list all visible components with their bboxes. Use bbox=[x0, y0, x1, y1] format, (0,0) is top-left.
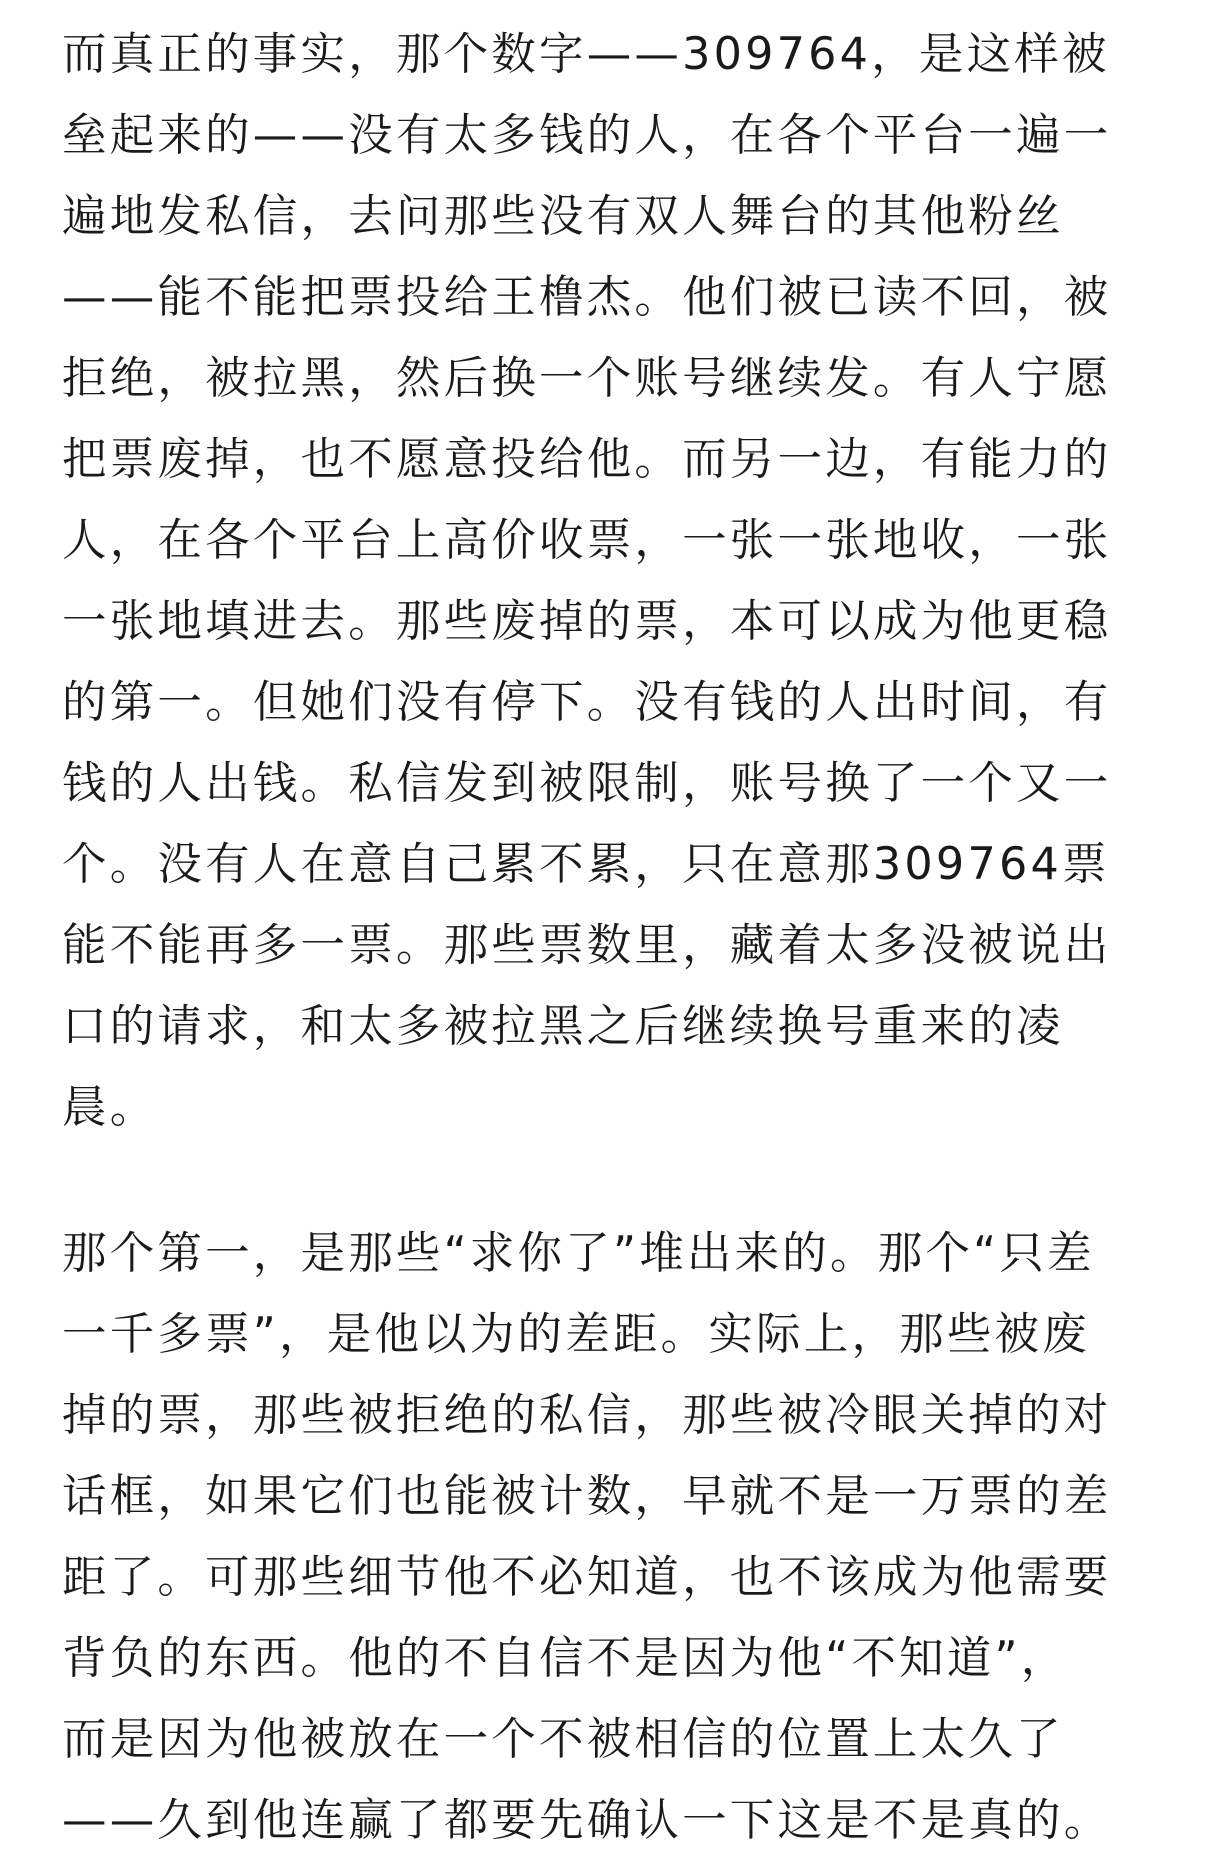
text-line: 垒起来的——没有太多钱的人，在各个平台一遍一 bbox=[62, 110, 1112, 161]
text-line: 一千多票”，是他以为的差距。实际上，那些被废 bbox=[62, 1309, 1090, 1360]
paragraph-1 bbox=[62, 14, 1142, 1148]
text-line: 的第一。但她们没有停下。没有钱的人出时间，有 bbox=[62, 677, 1112, 728]
text-line: 口的请求，和太多被拉黑之后继续换号重来的凌 bbox=[62, 1001, 1064, 1052]
text-line: 钱的人出钱。私信发到被限制，账号换了一个又一 bbox=[62, 758, 1112, 809]
text-line: 拒绝，被拉黑，然后换一个账号继续发。有人宁愿 bbox=[62, 353, 1112, 404]
text-line: 话框，如果它们也能被计数，早就不是一万票的差 bbox=[62, 1471, 1112, 1522]
text-line: 遍地发私信，去问那些没有双人舞台的其他粉丝 bbox=[62, 191, 1064, 242]
text-line: 人，在各个平台上高价收票，一张一张地收，一张 bbox=[62, 515, 1112, 566]
text-line: 那个第一，是那些“求你了”堆出来的。那个“只差 bbox=[62, 1228, 1095, 1279]
text-line: 而真正的事实，那个数字——309764，是这样被 bbox=[62, 29, 1110, 80]
text-line: 距了。可那些细节他不必知道，也不该成为他需要 bbox=[62, 1552, 1112, 1603]
text-line: 一张地填进去。那些废掉的票，本可以成为他更稳 bbox=[62, 596, 1112, 647]
text-line: ——能不能把票投给王橹杰。他们被已读不回，被 bbox=[62, 272, 1112, 323]
text-line: 个。没有人在意自己累不累，只在意那309764票 bbox=[62, 839, 1110, 890]
paragraph-2 bbox=[62, 1213, 1142, 1861]
text-line: 掉的票，那些被拒绝的私信，那些被冷眼关掉的对 bbox=[62, 1390, 1112, 1441]
paragraph-gap bbox=[62, 1148, 1142, 1213]
text-line: 而是因为他被放在一个不被相信的位置上太久了 bbox=[62, 1714, 1064, 1765]
article-body bbox=[62, 14, 1142, 1861]
text-line: ——久到他连赢了都要先确认一下这是不是真的。 bbox=[62, 1795, 1112, 1846]
text-line: 把票废掉，也不愿意投给他。而另一边，有能力的 bbox=[62, 434, 1112, 485]
text-line: 晨。 bbox=[62, 1082, 158, 1133]
text-line: 能不能再多一票。那些票数里，藏着太多没被说出 bbox=[62, 920, 1112, 971]
text-line: 背负的东西。他的不自信不是因为他“不知道”， bbox=[62, 1633, 1069, 1684]
